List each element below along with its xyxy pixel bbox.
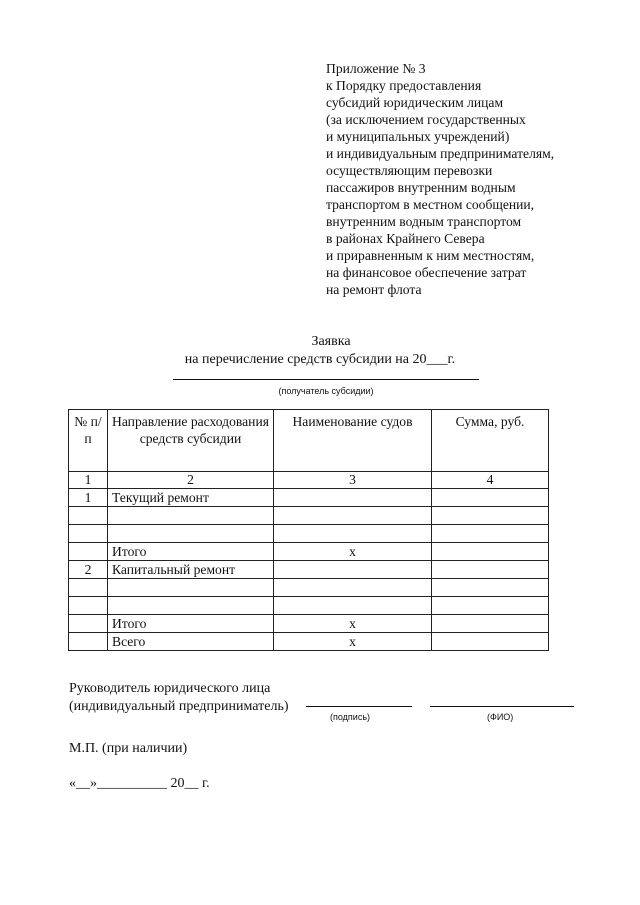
column-number: 1 bbox=[69, 472, 108, 489]
table-cell[interactable] bbox=[432, 597, 549, 615]
title-subline: на перечисление средств субсидии на 20___г. bbox=[184, 352, 456, 367]
table-cell[interactable] bbox=[274, 507, 432, 525]
table-row bbox=[69, 525, 549, 543]
table-row bbox=[69, 507, 549, 525]
table-cell[interactable] bbox=[432, 561, 549, 579]
column-number: 3 bbox=[274, 472, 432, 489]
signature-block bbox=[69, 680, 289, 716]
column-number: 4 bbox=[432, 472, 549, 489]
table-row bbox=[69, 561, 549, 579]
table-cell[interactable] bbox=[69, 525, 108, 543]
table-row bbox=[69, 615, 549, 633]
table-cell[interactable] bbox=[108, 597, 274, 615]
signature-caption: (подпись) bbox=[330, 712, 371, 722]
table-cell[interactable]: х bbox=[274, 633, 432, 651]
table-header: Направление расходования средств субсидии bbox=[108, 410, 274, 472]
appendix-line: и муниципальных учреждений) bbox=[326, 129, 510, 144]
fio-caption: (ФИО) bbox=[487, 712, 514, 722]
table-cell[interactable] bbox=[432, 525, 549, 543]
table-cell[interactable]: х bbox=[274, 543, 432, 561]
recipient-line[interactable] bbox=[173, 379, 479, 380]
table-cell[interactable] bbox=[432, 489, 549, 507]
table-cell[interactable] bbox=[69, 597, 108, 615]
table-cell[interactable] bbox=[274, 561, 432, 579]
table-cell[interactable] bbox=[274, 597, 432, 615]
appendix-line: внутренним водным транспортом bbox=[326, 214, 522, 229]
table-cell[interactable] bbox=[432, 615, 549, 633]
table-cell[interactable] bbox=[274, 489, 432, 507]
table-cell[interactable] bbox=[108, 525, 274, 543]
column-number: 2 bbox=[108, 472, 274, 489]
table-cell[interactable]: Итого bbox=[108, 615, 274, 633]
appendix-line: к Порядку предоставления bbox=[326, 78, 482, 93]
appendix-line: и индивидуальным предпринимателям, bbox=[326, 146, 555, 161]
table-header: Сумма, руб. bbox=[432, 410, 549, 472]
column-number-row bbox=[69, 472, 549, 489]
subsidy-table bbox=[68, 409, 549, 651]
table-header: № п/п bbox=[69, 410, 108, 472]
appendix-line: на ремонт флота bbox=[326, 282, 422, 297]
table-cell[interactable] bbox=[432, 633, 549, 651]
table-cell[interactable]: х bbox=[274, 615, 432, 633]
table-cell[interactable]: Капитальный ремонт bbox=[108, 561, 274, 579]
table-cell[interactable] bbox=[69, 633, 108, 651]
signature-subtitle: (индивидуальный предприниматель) bbox=[69, 699, 289, 714]
table-cell[interactable] bbox=[108, 579, 274, 597]
appendix-line: субсидий юридическим лицам bbox=[326, 95, 504, 110]
stamp-note: М.П. (при наличии) bbox=[69, 741, 188, 756]
table-row bbox=[69, 597, 549, 615]
document-title bbox=[0, 333, 640, 369]
table-cell[interactable] bbox=[69, 579, 108, 597]
appendix-line: осуществляющим перевозки bbox=[326, 163, 493, 178]
table-cell[interactable]: Итого bbox=[108, 543, 274, 561]
signature-title: Руководитель юридического лица bbox=[69, 681, 271, 696]
table-row bbox=[69, 543, 549, 561]
appendix-line: пассажиров внутренним водным bbox=[326, 180, 516, 195]
table-cell[interactable] bbox=[274, 525, 432, 543]
table-header: Наименование судов bbox=[274, 410, 432, 472]
appendix-line: на финансовое обеспечение затрат bbox=[326, 265, 527, 280]
table-cell[interactable] bbox=[69, 507, 108, 525]
signature-line[interactable] bbox=[306, 706, 412, 707]
appendix-header bbox=[326, 60, 626, 298]
table-cell[interactable] bbox=[69, 615, 108, 633]
table-row bbox=[69, 633, 549, 651]
table-cell[interactable] bbox=[432, 543, 549, 561]
table-cell[interactable]: Текущий ремонт bbox=[108, 489, 274, 507]
table-cell[interactable]: Всего bbox=[108, 633, 274, 651]
table-cell[interactable] bbox=[108, 507, 274, 525]
recipient-caption: (получатель субсидии) bbox=[278, 386, 374, 396]
table-cell[interactable]: 1 bbox=[69, 489, 108, 507]
appendix-line: в районах Крайнего Севера bbox=[326, 231, 485, 246]
date-field[interactable]: «__»__________ 20__ г. bbox=[69, 776, 210, 791]
table-header-row bbox=[69, 410, 549, 472]
table-row bbox=[69, 579, 549, 597]
appendix-line: транспортом в местном сообщении, bbox=[326, 197, 535, 212]
table-cell[interactable] bbox=[274, 579, 432, 597]
fio-line[interactable] bbox=[430, 706, 574, 707]
appendix-line: Приложение № 3 bbox=[326, 61, 426, 76]
appendix-line: и приравненным к ним местностям, bbox=[326, 248, 535, 263]
table-cell[interactable] bbox=[432, 507, 549, 525]
appendix-line: (за исключением государственных bbox=[326, 112, 526, 127]
table-cell[interactable] bbox=[69, 543, 108, 561]
title-line: Заявка bbox=[311, 334, 351, 349]
table-cell[interactable] bbox=[432, 579, 549, 597]
table-row bbox=[69, 489, 549, 507]
table-cell[interactable]: 2 bbox=[69, 561, 108, 579]
